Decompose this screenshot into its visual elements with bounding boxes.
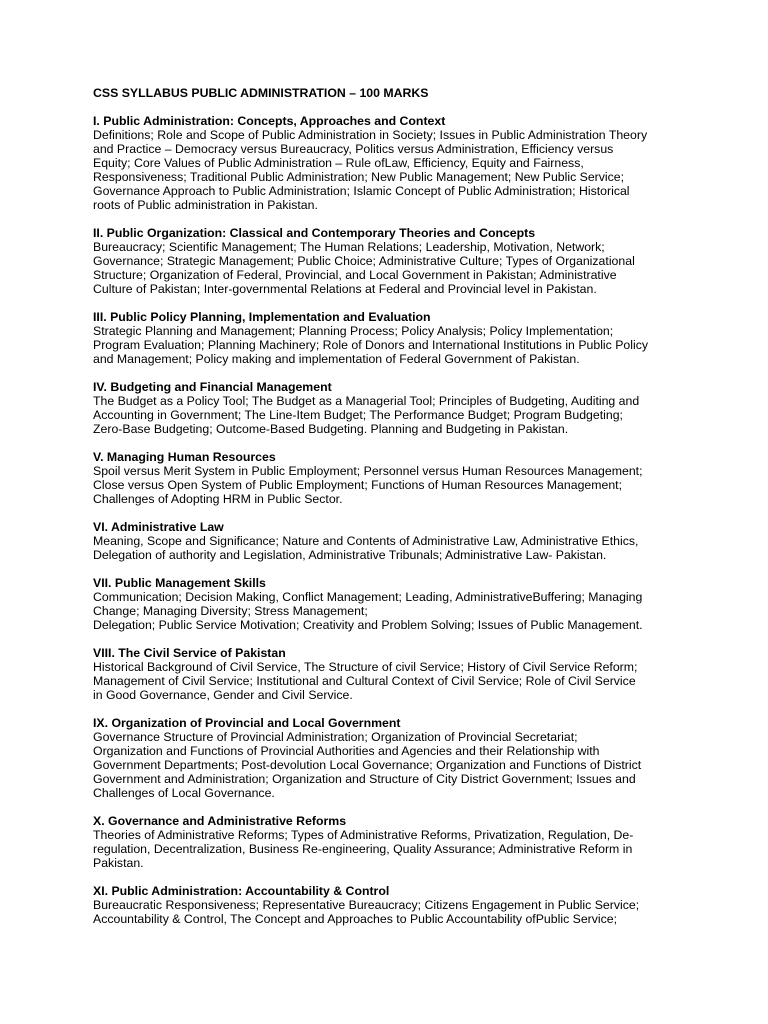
section-text-line: Organization and Functions of Provincial Authorities and Agencies and their Relationship with bbox=[93, 744, 600, 758]
section-text-line: Government Departments; Post-devolution Local Governance; Organization and Functions of District bbox=[93, 758, 642, 772]
section-text-line: regulation, Decentralization, Business Re-engineering, Quality Assurance; Administrative Reform in bbox=[93, 842, 633, 856]
section-text-line: Historical Background of Civil Service, The Structure of civil Service; History of Civil Service Reform; bbox=[93, 660, 638, 674]
section-heading: VI. Administrative Law bbox=[93, 520, 224, 534]
section-text-line: Theories of Administrative Reforms; Types of Administrative Reforms, Privatization, Regulation, De- bbox=[93, 828, 634, 842]
syllabus-section bbox=[93, 814, 683, 870]
section-heading: XI. Public Administration: Accountability & Control bbox=[93, 884, 390, 898]
section-text-line: Close versus Open System of Public Employment; Functions of Human Resources Management; bbox=[93, 478, 623, 492]
section-heading: VIII. The Civil Service of Pakistan bbox=[93, 646, 286, 660]
section-text-line: Management of Civil Service; Institutional and Cultural Context of Civil Service; Role of Civil Service bbox=[93, 674, 636, 688]
section-heading: IV. Budgeting and Financial Management bbox=[93, 380, 332, 394]
section-text-line: Delegation of authority and Legislation, Administrative Tribunals; Administrative Law- Pakistan. bbox=[93, 548, 607, 562]
section-text-line: Culture of Pakistan; Inter-governmental Relations at Federal and Provincial level in Pakistan. bbox=[93, 282, 597, 296]
section-text-line: Definitions; Role and Scope of Public Administration in Society; Issues in Public Administration Theory bbox=[93, 128, 648, 142]
section-heading: III. Public Policy Planning, Implementation and Evaluation bbox=[93, 310, 431, 324]
syllabus-section bbox=[93, 380, 683, 436]
section-text-line: Zero-Base Budgeting; Outcome-Based Budgeting. Planning and Budgeting in Pakistan. bbox=[93, 422, 569, 436]
section-text-line: Spoil versus Merit System in Public Employment; Personnel versus Human Resources Management; bbox=[93, 464, 643, 478]
section-heading: II. Public Organization: Classical and Contemporary Theories and Concepts bbox=[93, 226, 536, 240]
syllabus-sections bbox=[93, 114, 683, 926]
section-text-line: Government and Administration; Organization and Structure of City District Government; Issues and bbox=[93, 772, 636, 786]
section-text-line: Bureaucracy; Scientific Management; The Human Relations; Leadership, Motivation, Network; bbox=[93, 240, 605, 254]
section-text-line: Equity; Core Values of Public Administration – Rule ofLaw, Efficiency, Equity and Fairness, bbox=[93, 156, 584, 170]
syllabus-section bbox=[93, 576, 683, 632]
section-text-line: Strategic Planning and Management; Planning Process; Policy Analysis; Policy Implementation; bbox=[93, 324, 614, 338]
section-heading: VII. Public Management Skills bbox=[93, 576, 266, 590]
section-text-line: Governance; Strategic Management; Public Choice; Administrative Culture; Types of Organizational bbox=[93, 254, 635, 268]
syllabus-section bbox=[93, 520, 683, 562]
section-text-line: roots of Public administration in Pakistan. bbox=[93, 198, 318, 212]
section-heading: V. Managing Human Resources bbox=[93, 450, 276, 464]
section-text-line: Bureaucratic Responsiveness; Representative Bureaucracy; Citizens Engagement in Public Service; bbox=[93, 898, 640, 912]
syllabus-section bbox=[93, 226, 683, 296]
section-text-line: Accounting in Government; The Line-Item Budget; The Performance Budget; Program Budgeting; bbox=[93, 408, 623, 422]
section-text-line: The Budget as a Policy Tool; The Budget as a Managerial Tool; Principles of Budgeting, Auditing and bbox=[93, 394, 640, 408]
document-page bbox=[93, 86, 683, 940]
section-text-line: Structure; Organization of Federal, Provincial, and Local Government in Pakistan; Administrative bbox=[93, 268, 617, 282]
syllabus-section bbox=[93, 716, 683, 800]
section-text-line: Governance Structure of Provincial Administration; Organization of Provincial Secretariat; bbox=[93, 730, 578, 744]
syllabus-section bbox=[93, 646, 683, 702]
section-text-line: Governance Approach to Public Administration; Islamic Concept of Public Administration; Historical bbox=[93, 184, 630, 198]
section-text-line: and Management; Policy making and implementation of Federal Government of Pakistan. bbox=[93, 352, 580, 366]
syllabus-section bbox=[93, 310, 683, 366]
section-text-line: Challenges of Local Governance. bbox=[93, 786, 275, 800]
section-text-line: Communication; Decision Making, Conflict Management; Leading, AdministrativeBuffering; Managing bbox=[93, 590, 643, 604]
section-text-line: Program Evaluation; Planning Machinery; Role of Donors and International Institutions in Public Policy bbox=[93, 338, 649, 352]
section-text-line: Meaning, Scope and Significance; Nature and Contents of Administrative Law, Administrative Ethics, bbox=[93, 534, 639, 548]
section-heading: I. Public Administration: Concepts, Approaches and Context bbox=[93, 114, 446, 128]
document-title: CSS SYLLABUS PUBLIC ADMINISTRATION – 100 MARKS bbox=[93, 86, 429, 100]
section-text-line: Accountability & Control, The Concept and Approaches to Public Accountability ofPublic Service; bbox=[93, 912, 618, 926]
syllabus-section bbox=[93, 884, 683, 926]
section-text-line: Delegation; Public Service Motivation; Creativity and Problem Solving; Issues of Public Management. bbox=[93, 618, 643, 632]
section-text-line: in Good Governance, Gender and Civil Service. bbox=[93, 688, 353, 702]
section-text-line: Challenges of Adopting HRM in Public Sector. bbox=[93, 492, 343, 506]
section-text-line: Pakistan. bbox=[93, 856, 144, 870]
section-heading: X. Governance and Administrative Reforms bbox=[93, 814, 347, 828]
section-text-line: Change; Managing Diversity; Stress Management; bbox=[93, 604, 368, 618]
syllabus-section bbox=[93, 450, 683, 506]
section-text-line: Responsiveness; Traditional Public Administration; New Public Management; New Public Service; bbox=[93, 170, 625, 184]
section-text-line: and Practice – Democracy versus Bureaucracy, Politics versus Administration, Efficiency versus bbox=[93, 142, 614, 156]
section-heading: IX. Organization of Provincial and Local Government bbox=[93, 716, 401, 730]
syllabus-section bbox=[93, 114, 683, 212]
